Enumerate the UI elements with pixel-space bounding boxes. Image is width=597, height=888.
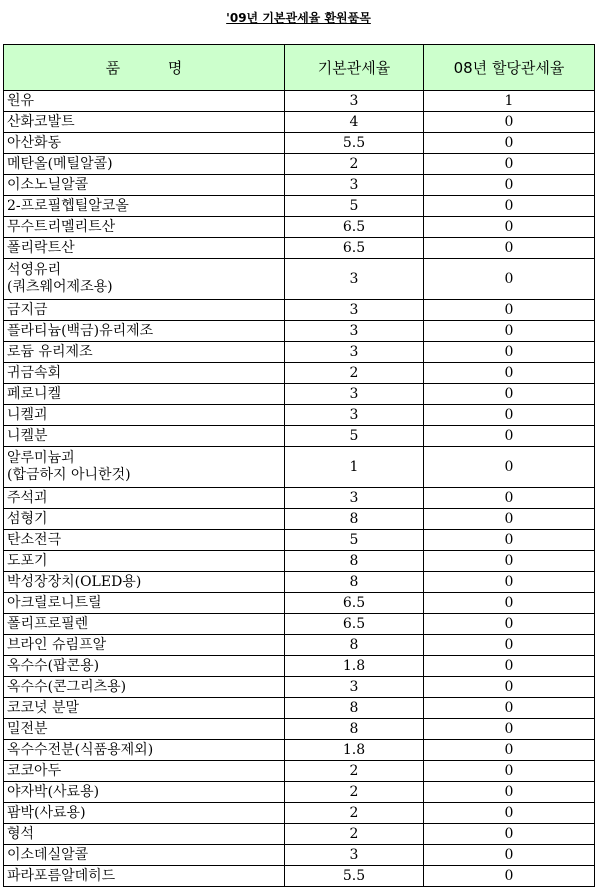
table-row — [4, 509, 595, 530]
basic-rate-cell: 8 — [285, 509, 424, 530]
item-name-cell: 브라인 슈림프알 — [4, 635, 285, 656]
table-row — [4, 593, 595, 614]
header-item-name: 품 명 — [4, 45, 285, 91]
basic-rate-cell: 3 — [285, 845, 424, 866]
tariff-table — [3, 44, 595, 887]
basic-rate-cell: 1.8 — [285, 740, 424, 761]
item-name-cell: 형석 — [4, 824, 285, 845]
basic-rate-cell: 6.5 — [285, 593, 424, 614]
quota-rate-cell: 0 — [424, 363, 595, 384]
table-row — [4, 656, 595, 677]
basic-rate-cell: 5 — [285, 426, 424, 447]
table-row — [4, 259, 595, 300]
item-name-cell: 로듐 유리제조 — [4, 342, 285, 363]
quota-rate-cell: 0 — [424, 426, 595, 447]
quota-rate-cell: 0 — [424, 154, 595, 175]
basic-rate-cell: 5 — [285, 530, 424, 551]
header-quota-rate: 08년 할당관세율 — [424, 45, 595, 91]
quota-rate-cell: 0 — [424, 740, 595, 761]
quota-rate-cell: 1 — [424, 91, 595, 112]
table-row — [4, 782, 595, 803]
table-row — [4, 824, 595, 845]
table-header-row — [4, 45, 595, 91]
basic-rate-cell: 2 — [285, 803, 424, 824]
document-title: '09년 기본관세율 환원품목 — [226, 11, 371, 25]
quota-rate-cell: 0 — [424, 614, 595, 635]
table-row — [4, 175, 595, 196]
table-row — [4, 196, 595, 217]
quota-rate-cell: 0 — [424, 572, 595, 593]
table-row — [4, 551, 595, 572]
basic-rate-cell: 6.5 — [285, 217, 424, 238]
table-row — [4, 677, 595, 698]
item-name-cell: 박성장장치(OLED용) — [4, 572, 285, 593]
basic-rate-cell: 3 — [285, 384, 424, 405]
basic-rate-cell: 4 — [285, 112, 424, 133]
quota-rate-cell: 0 — [424, 321, 595, 342]
item-name-cell: 옥수수(콘그리츠용) — [4, 677, 285, 698]
quota-rate-cell: 0 — [424, 217, 595, 238]
table-row — [4, 488, 595, 509]
item-name-cell: 옥수수전분(식품용제외) — [4, 740, 285, 761]
basic-rate-cell: 3 — [285, 91, 424, 112]
quota-rate-cell: 0 — [424, 782, 595, 803]
quota-rate-cell: 0 — [424, 342, 595, 363]
item-name-cell: 원유 — [4, 91, 285, 112]
table-row — [4, 761, 595, 782]
basic-rate-cell: 8 — [285, 572, 424, 593]
quota-rate-cell: 0 — [424, 866, 595, 887]
quota-rate-cell: 0 — [424, 384, 595, 405]
item-name-cell: 파라포름알데히드 — [4, 866, 285, 887]
item-name-cell: 페로니켈 — [4, 384, 285, 405]
item-name-cell: 탄소전극 — [4, 530, 285, 551]
table-row — [4, 384, 595, 405]
item-name-cell: 니켈괴 — [4, 405, 285, 426]
table-row — [4, 321, 595, 342]
basic-rate-cell: 5.5 — [285, 133, 424, 154]
quota-rate-cell: 0 — [424, 112, 595, 133]
quota-rate-cell: 0 — [424, 175, 595, 196]
basic-rate-cell: 8 — [285, 551, 424, 572]
quota-rate-cell: 0 — [424, 803, 595, 824]
basic-rate-cell: 3 — [285, 259, 424, 300]
basic-rate-cell: 5.5 — [285, 866, 424, 887]
basic-rate-cell: 3 — [285, 300, 424, 321]
basic-rate-cell: 3 — [285, 488, 424, 509]
table-row — [4, 845, 595, 866]
item-name-cell: 팜박(사료용) — [4, 803, 285, 824]
basic-rate-cell: 8 — [285, 635, 424, 656]
header-basic-rate: 기본관세율 — [285, 45, 424, 91]
item-name-cell: 석영유리 (쿼츠웨어제조용) — [4, 259, 285, 300]
basic-rate-cell: 2 — [285, 761, 424, 782]
table-row — [4, 217, 595, 238]
item-name-cell: 금지금 — [4, 300, 285, 321]
item-name-cell: 산화코발트 — [4, 112, 285, 133]
quota-rate-cell: 0 — [424, 656, 595, 677]
item-name-cell: 밀전분 — [4, 719, 285, 740]
quota-rate-cell: 0 — [424, 488, 595, 509]
item-name-cell: 코코넛 분말 — [4, 698, 285, 719]
table-row — [4, 447, 595, 488]
table-row — [4, 91, 595, 112]
item-name-cell: 야자박(사료용) — [4, 782, 285, 803]
basic-rate-cell: 3 — [285, 321, 424, 342]
basic-rate-cell: 2 — [285, 363, 424, 384]
item-name-cell: 플라티늄(백금)유리제조 — [4, 321, 285, 342]
quota-rate-cell: 0 — [424, 447, 595, 488]
table-row — [4, 300, 595, 321]
table-row — [4, 635, 595, 656]
quota-rate-cell: 0 — [424, 824, 595, 845]
item-name-cell: 무수트리멜리트산 — [4, 217, 285, 238]
basic-rate-cell: 5 — [285, 196, 424, 217]
item-name-cell: 이소노닐알콜 — [4, 175, 285, 196]
basic-rate-cell: 6.5 — [285, 238, 424, 259]
basic-rate-cell: 3 — [285, 677, 424, 698]
quota-rate-cell: 0 — [424, 845, 595, 866]
item-name-cell: 아산화동 — [4, 133, 285, 154]
quota-rate-cell: 0 — [424, 196, 595, 217]
quota-rate-cell: 0 — [424, 761, 595, 782]
table-row — [4, 426, 595, 447]
table-row — [4, 740, 595, 761]
quota-rate-cell: 0 — [424, 677, 595, 698]
table-row — [4, 698, 595, 719]
item-name-cell: 주석괴 — [4, 488, 285, 509]
quota-rate-cell: 0 — [424, 551, 595, 572]
basic-rate-cell: 1 — [285, 447, 424, 488]
item-name-cell: 메탄올(메틸알콜) — [4, 154, 285, 175]
quota-rate-cell: 0 — [424, 300, 595, 321]
table-row — [4, 866, 595, 887]
item-name-cell: 이소데실알콜 — [4, 845, 285, 866]
basic-rate-cell: 2 — [285, 824, 424, 845]
table-row — [4, 803, 595, 824]
item-name-cell: 2-프로필헵틸알코올 — [4, 196, 285, 217]
basic-rate-cell: 3 — [285, 342, 424, 363]
quota-rate-cell: 0 — [424, 238, 595, 259]
basic-rate-cell: 8 — [285, 698, 424, 719]
item-name-cell: 옥수수(팝콘용) — [4, 656, 285, 677]
item-name-cell: 니켈분 — [4, 426, 285, 447]
item-name-cell: 폴리락트산 — [4, 238, 285, 259]
quota-rate-cell: 0 — [424, 698, 595, 719]
table-row — [4, 530, 595, 551]
table-row — [4, 238, 595, 259]
basic-rate-cell: 2 — [285, 782, 424, 803]
quota-rate-cell: 0 — [424, 133, 595, 154]
table-row — [4, 133, 595, 154]
quota-rate-cell: 0 — [424, 405, 595, 426]
basic-rate-cell: 3 — [285, 175, 424, 196]
table-row — [4, 572, 595, 593]
item-name-cell: 섬형기 — [4, 509, 285, 530]
table-row — [4, 614, 595, 635]
table-row — [4, 154, 595, 175]
item-name-cell: 귀금속회 — [4, 363, 285, 384]
table-row — [4, 112, 595, 133]
quota-rate-cell: 0 — [424, 719, 595, 740]
table-row — [4, 342, 595, 363]
basic-rate-cell: 3 — [285, 405, 424, 426]
quota-rate-cell: 0 — [424, 530, 595, 551]
table-row — [4, 719, 595, 740]
quota-rate-cell: 0 — [424, 259, 595, 300]
quota-rate-cell: 0 — [424, 635, 595, 656]
table-row — [4, 405, 595, 426]
quota-rate-cell: 0 — [424, 593, 595, 614]
basic-rate-cell: 2 — [285, 154, 424, 175]
item-name-cell: 코코아두 — [4, 761, 285, 782]
item-name-cell: 폴리프로필렌 — [4, 614, 285, 635]
item-name-cell: 아크릴로니트릴 — [4, 593, 285, 614]
quota-rate-cell: 0 — [424, 509, 595, 530]
basic-rate-cell: 8 — [285, 719, 424, 740]
item-name-cell: 알루미늄괴 (합금하지 아니한것) — [4, 447, 285, 488]
basic-rate-cell: 6.5 — [285, 614, 424, 635]
table-row — [4, 363, 595, 384]
item-name-cell: 도포기 — [4, 551, 285, 572]
basic-rate-cell: 1.8 — [285, 656, 424, 677]
